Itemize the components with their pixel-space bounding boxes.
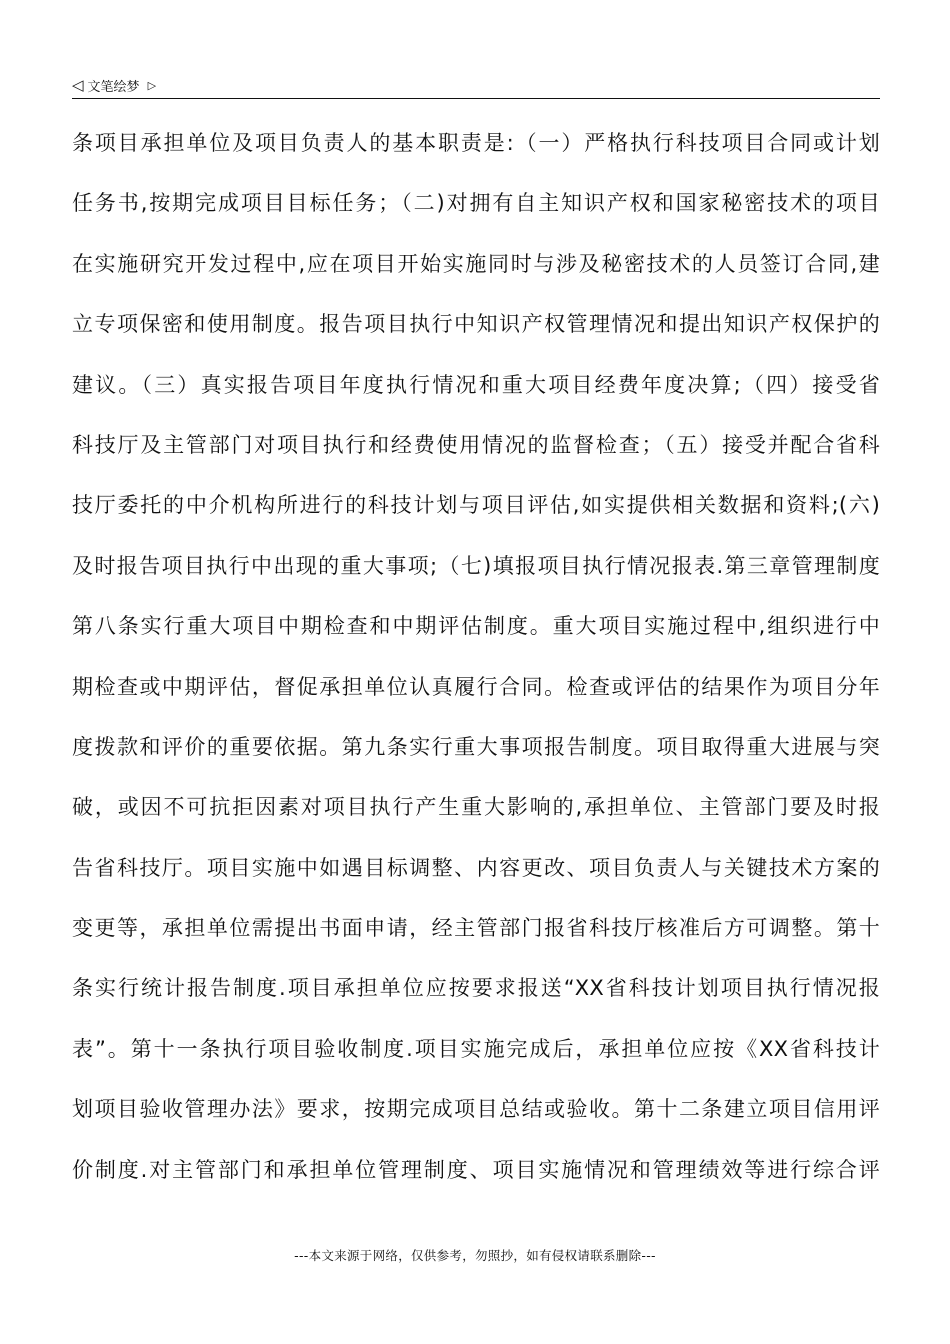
body-line: 期检查或中期评估，督促承担单位认真履行合同。检查或评估的结果作为项目分年 bbox=[72, 674, 880, 699]
header-title: 文笔绘梦 bbox=[87, 79, 140, 95]
body-line: 条实行统计报告制度.项目承担单位应按要求报送“XX省科技计划项目执行情况报 bbox=[72, 976, 880, 1001]
body-line: 划项目验收管理办法》要求，按期完成项目总结或验收。第十二条建立项目信用评 bbox=[72, 1097, 880, 1122]
body-line: 立专项保密和使用制度。报告项目执行中知识产权管理情况和提出知识产权保护的 bbox=[72, 312, 880, 337]
body-line: 度拨款和评价的重要依据。第九条实行重大事项报告制度。项目取得重大进展与突 bbox=[72, 734, 880, 759]
page-header bbox=[72, 73, 880, 97]
body-line: 技厅委托的中介机构所进行的科技计划与项目评估,如实提供相关数据和资料;(六) bbox=[72, 493, 880, 518]
body-line: 第八条实行重大项目中期检查和中期评估制度。重大项目实施过程中,组织进行中 bbox=[72, 614, 880, 639]
body-line: 科技厅及主管部门对项目执行和经费使用情况的监督检查；（五）接受并配合省科 bbox=[72, 432, 880, 457]
body-line: 破，或因不可抗拒因素对项目执行产生重大影响的,承担单位、主管部门要及时报 bbox=[72, 795, 880, 820]
header-divider bbox=[72, 98, 880, 99]
body-line: 条项目承担单位及项目负责人的基本职责是:（一）严格执行科技项目合同或计划 bbox=[72, 131, 880, 155]
body-line: 价制度.对主管部门和承担单位管理制度、项目实施情况和管理绩效等进行综合评 bbox=[72, 1157, 880, 1182]
body-line: 变更等，承担单位需提出书面申请，经主管部门报省科技厅核准后方可调整。第十 bbox=[72, 916, 880, 941]
triangle-left-icon: ◁ bbox=[72, 75, 84, 94]
document-body bbox=[72, 124, 880, 1211]
page-footer: ---本文来源于网络，仅供参考，勿照抄，如有侵权请联系删除--- bbox=[294, 1248, 656, 1263]
triangle-right-icon: ▷ bbox=[147, 78, 157, 92]
body-line: 及时报告项目执行中出现的重大事项;（七)填报项目执行情况报表.第三章管理制度 bbox=[72, 553, 880, 578]
body-line: 表”。第十一条执行项目验收制度.项目实施完成后，承担单位应按《XX省科技计 bbox=[72, 1036, 880, 1061]
body-line: 建议。（三）真实报告项目年度执行情况和重大项目经费年度决算;（四）接受省 bbox=[72, 372, 880, 397]
body-line: 告省科技厅。项目实施中如遇目标调整、内容更改、项目负责人与关键技术方案的 bbox=[72, 855, 880, 880]
body-line: 任务书,按期完成项目目标任务；（二)对拥有自主知识产权和国家秘密技术的项目 bbox=[72, 191, 880, 216]
body-line: 在实施研究开发过程中,应在项目开始实施同时与涉及秘密技术的人员签订合同,建 bbox=[72, 251, 880, 276]
